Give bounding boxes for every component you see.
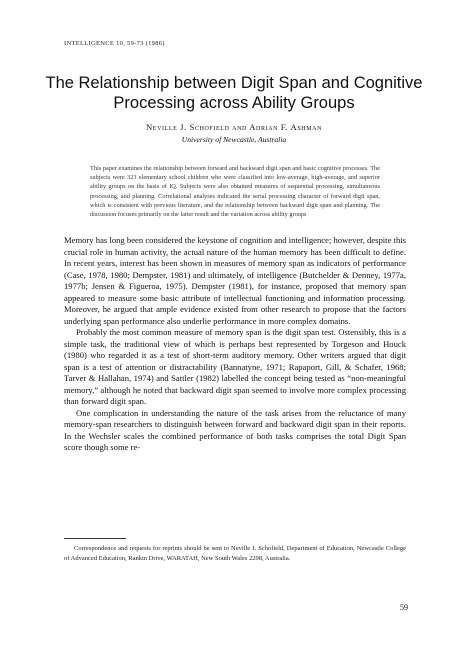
body-text xyxy=(64,235,406,454)
body-paragraph: One complication in understanding the nature of the task arises from the reluctance of many memory-span researchers to distinguish between forward and backward digit span in their reports. In the Wechsler scales the combined performance of both tasks comprises the total Digit Span score though some re- xyxy=(64,407,406,452)
footnote: Correspondence and requests for reprints should be sent to Neville J. Schofield, Department of Education, Newcastle College of Advanced Education, Rankin Drive, WARATAH, New South Wales 2298, Australia. xyxy=(64,545,406,562)
author-affiliation: University of Newcastle, Australia xyxy=(181,135,287,144)
journal-header: INTELLIGENCE 10, 59-73 (1986) xyxy=(64,40,165,47)
author-names: Neville J. Schofield and Adrian F. Ashman xyxy=(146,122,322,132)
page-number: 59 xyxy=(400,603,408,612)
article-title: The Relationship between Digit Span and Cognitive Processing across Ability Groups xyxy=(45,74,423,112)
body-paragraph: Memory has long been considered the keystone of cognition and intelligence; however, despite this crucial role in human activity, the actual nature of the human memory has been difficult to define. In recent years, interest has been shown in measures of memory span as indicators of performance (Case, 1978, 1980; Dempster, 1981) and ultimately, of intelligence (Butchelder & Denney, 1977a, 1977b; Jensen & Figueroa, 1975). Dempster (1981), for instance, proposed that memory span appeared to measure some basic attribute of intellectual functioning and information processing. Moreover, he argued that ample evidence existed from other research to propose that the factors underlying span performance also underlie performance in more complex domains. xyxy=(64,235,406,326)
abstract: This paper examines the relationship between forward and backward digit span and basic cognitive processes. The subjects were 323 elementary school children who were classified into low-average, high-average, and superior ability groups on the basis of IQ. Subjects were also obtained measures of sequential processing, simultaneous processing, and planning. Correlational analyses indicated the serial processing character of forward digit span, which is consistent with previous literature, and the relationship between backward digit span and planning. The discussion focuses primarily on the latter result and the variation across ability groups xyxy=(90,165,380,219)
footnote-divider xyxy=(64,538,126,539)
body-paragraph: Probably the most common measure of memory span is the digit span test. Ostensibly, this is a simple task, the traditional view of which is perhaps best represented by Torgeson and Houck (1980) who regarded it as a test of short-term auditory memory. Other writers argued that digit span is a test of attention or distractability (Bannatyne, 1971; Rapaport, Gill, & Schafer, 1968; Tarver & Hallahan, 1974) and Sattler (1982) labelled the concept being tested as “non-meaningful memory,” although he noted that backward digit span seemed to involve more complex processing than forward digit span. xyxy=(64,327,406,406)
